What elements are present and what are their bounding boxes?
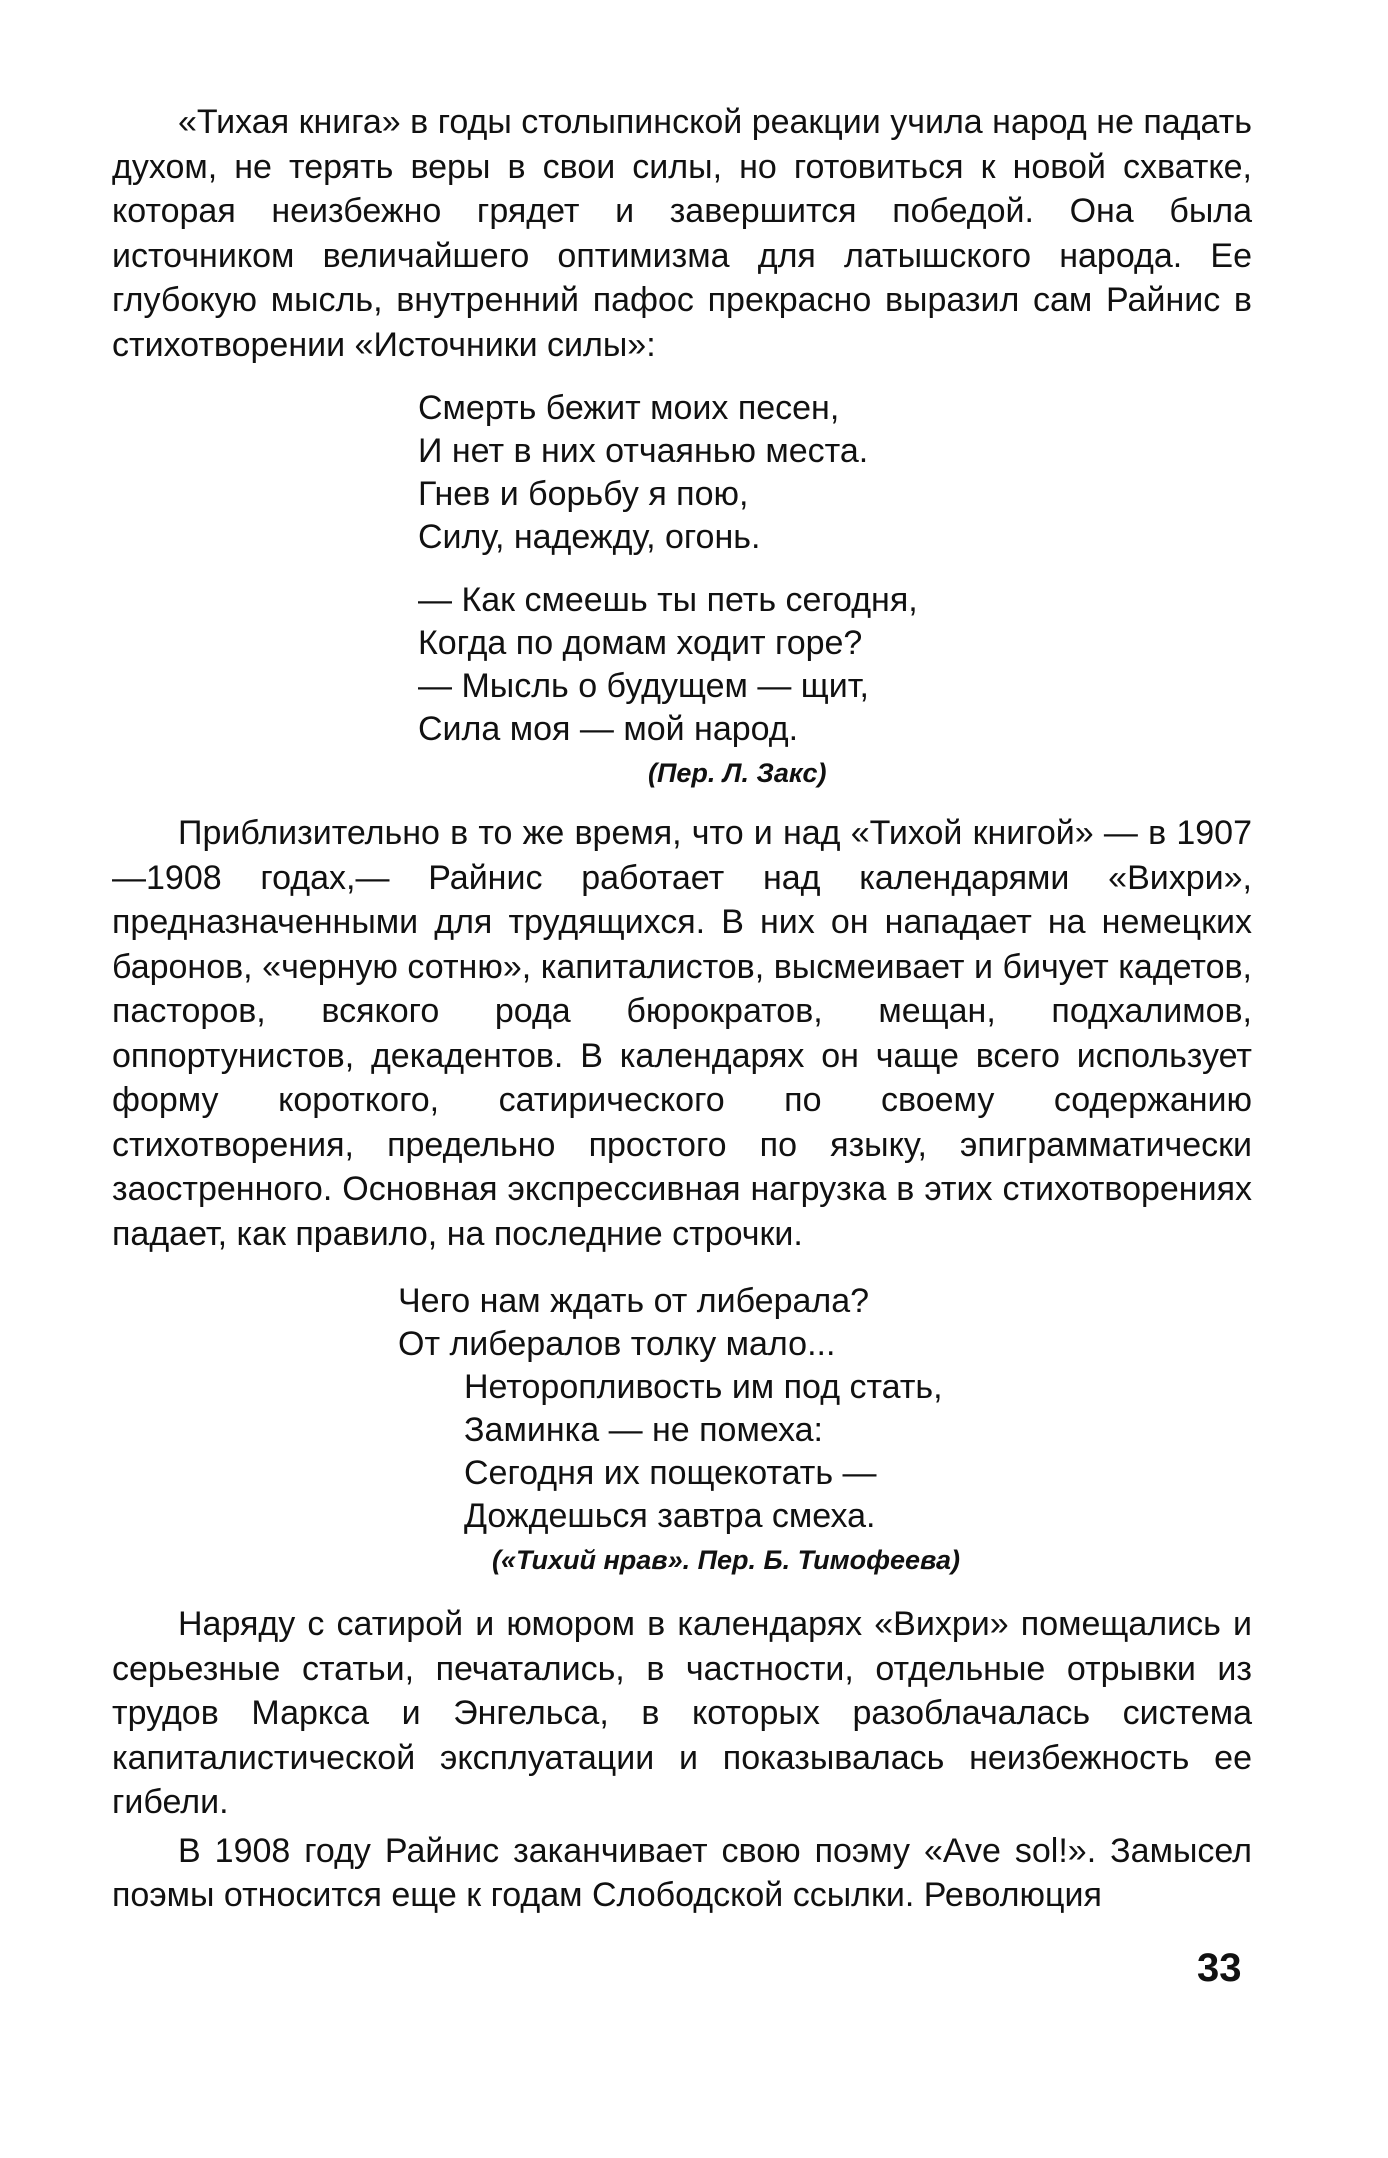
poem-line: Смерть бежит моих песен,	[418, 389, 840, 427]
poem-line: И нет в них отчаянью места.	[418, 432, 869, 470]
book-page	[112, 100, 1252, 1918]
poem-line: Чего нам ждать от либерала?	[398, 1282, 870, 1320]
poem-quiet-temper	[398, 1280, 1252, 1578]
poem-line: — Мысль о будущем — щит,	[418, 667, 869, 705]
poem-line: Сегодня их пощекотать —	[464, 1454, 877, 1492]
poem-line: — Как смеешь ты петь сегодня,	[418, 581, 918, 619]
poem-attribution: («Тихий нрав». Пер. Б. Тимофеева)	[492, 1545, 960, 1575]
poem-stanza-2	[418, 579, 1252, 751]
poem-line: Неторопливость им под стать,	[464, 1368, 943, 1406]
poem-line: Заминка — не помеха:	[464, 1411, 823, 1449]
poem-line: Дождешься завтра смеха.	[464, 1497, 876, 1535]
paragraph-1: «Тихая книга» в годы столыпинской реакции учила народ не падать духом, не терять веры в свои силы, но готовиться к новой схватке, которая неизбежно грядет и завершится победой. Она была источником величайшего оптимизма для латышского народа. Ее глубокую мысль, внутренний пафос прекрасно выразил сам Райнис в стихотворении «Источники силы»:	[112, 103, 1252, 364]
paragraph-3: Наряду с сатирой и юмором в календарях «Вихри» помещались и серьезные статьи, печатались, в частности, отдельные отрывки из трудов Маркса и Энгельса, в которых разоблачалась система капиталистической эксплуатации и показывалась неизбежность ее гибели.	[112, 1605, 1252, 1821]
poem-line: Сила моя — мой народ.	[418, 710, 799, 748]
poem-line: Когда по домам ходит горе?	[418, 624, 863, 662]
poem-sources-of-strength	[418, 387, 1252, 791]
paragraph-2: Приблизительно в то же время, что и над «Тихой книгой» — в 1907—1908 годах,— Райнис работает над календарями «Вихри», предназначенными для трудящихся. В них он нападает на немецких баронов, «черную сотню», капиталистов, высмеивает и бичует кадетов, пасторов, всякого рода бюрократов, мещан, подхалимов, оппортунистов, декадентов. В календарях он чаще всего использует форму короткого, сатирического по своему содержанию стихотворения, предельно простого по языку, эпиграмматически заостренного. Основная экспрессивная нагрузка в этих стихотворениях падает, как правило, на последние строчки.	[112, 814, 1252, 1253]
poem-line: Гнев и борьбу я пою,	[418, 475, 749, 513]
paragraph-4: В 1908 году Райнис заканчивает свою поэму «Ave sol!». Замысел поэмы относится еще к годам Слободской ссылки. Революция	[112, 1831, 1252, 1914]
poem-attribution: (Пер. Л. Закс)	[648, 758, 827, 788]
poem-stanza-1	[418, 387, 1252, 559]
page-number: 33	[1197, 1946, 1242, 1990]
poem-line: Силу, надежду, огонь.	[418, 518, 761, 556]
poem-line: От либералов толку мало...	[398, 1325, 836, 1363]
